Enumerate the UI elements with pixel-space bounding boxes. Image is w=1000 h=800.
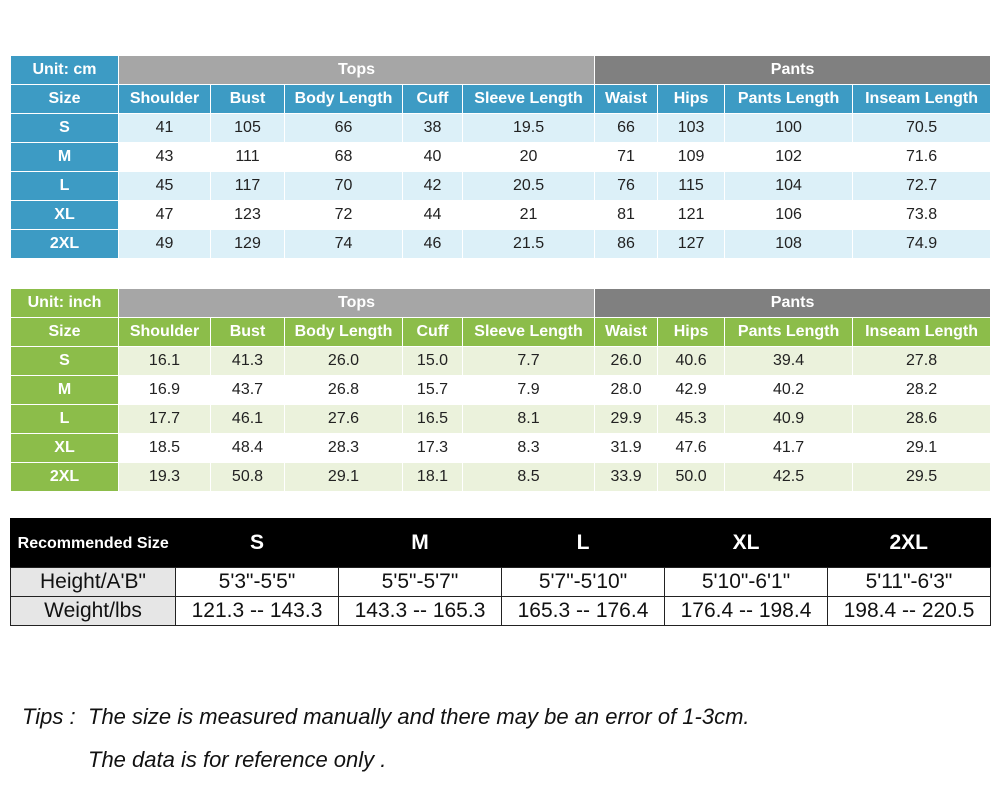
table-cell: 8.1	[463, 405, 595, 434]
weight-value: 198.4 -- 220.5	[828, 597, 991, 626]
table-cell: 66	[285, 114, 403, 143]
table-cell: 43	[119, 143, 211, 172]
weight-value: 143.3 -- 165.3	[339, 597, 502, 626]
size-cell: XL	[11, 434, 119, 463]
table-cell: 16.5	[403, 405, 463, 434]
size-cell: M	[11, 143, 119, 172]
table-cell: 42	[403, 172, 463, 201]
table-row	[11, 230, 991, 259]
size-header: XL	[665, 519, 828, 568]
group-tops-header: Tops	[119, 56, 595, 85]
table-cell: 100	[725, 114, 853, 143]
column-header: Pants Length	[725, 85, 853, 114]
height-value: 5'7"-5'10"	[502, 568, 665, 597]
table-cell: 19.5	[463, 114, 595, 143]
table-cell: 105	[211, 114, 285, 143]
table-cell: 104	[725, 172, 853, 201]
table-cell: 129	[211, 230, 285, 259]
table-cell: 28.3	[285, 434, 403, 463]
unit-label: Unit: cm	[11, 56, 119, 85]
size-cell: M	[11, 376, 119, 405]
table-cell: 15.7	[403, 376, 463, 405]
size-table-inch	[10, 288, 991, 492]
column-header: Shoulder	[119, 318, 211, 347]
table-cell: 70.5	[853, 114, 991, 143]
table-cell: 71	[595, 143, 658, 172]
table-cell: 43.7	[211, 376, 285, 405]
size-cell: S	[11, 114, 119, 143]
size-cell: L	[11, 172, 119, 201]
column-header: Cuff	[403, 85, 463, 114]
table-row	[11, 434, 991, 463]
table-cell: 40.6	[658, 347, 725, 376]
table-row	[11, 143, 991, 172]
table-row	[11, 347, 991, 376]
table-cell: 50.8	[211, 463, 285, 492]
table-cell: 8.5	[463, 463, 595, 492]
size-table-cm	[10, 55, 991, 259]
weight-row	[11, 597, 991, 626]
table-cell: 50.0	[658, 463, 725, 492]
height-value: 5'10"-6'1"	[665, 568, 828, 597]
table-cell: 76	[595, 172, 658, 201]
table-cell: 44	[403, 201, 463, 230]
table-cell: 123	[211, 201, 285, 230]
height-value: 5'11"-6'3"	[828, 568, 991, 597]
table-cell: 20	[463, 143, 595, 172]
size-header: 2XL	[828, 519, 991, 568]
column-header: Hips	[658, 318, 725, 347]
table-cell: 66	[595, 114, 658, 143]
size-cell: XL	[11, 201, 119, 230]
table-cell: 21	[463, 201, 595, 230]
recommended-size-label: Recommended Size	[11, 519, 176, 568]
weight-label: Weight/lbs	[11, 597, 176, 626]
column-header: Hips	[658, 85, 725, 114]
table-cell: 41.3	[211, 347, 285, 376]
table-cell: 106	[725, 201, 853, 230]
table-cell: 16.1	[119, 347, 211, 376]
table-cell: 117	[211, 172, 285, 201]
height-label: Height/A'B"	[11, 568, 176, 597]
table-cell: 86	[595, 230, 658, 259]
table-row	[11, 463, 991, 492]
table-cell: 48.4	[211, 434, 285, 463]
tips-line-1: The size is measured manually and there may be an error of 1-3cm.	[88, 704, 750, 729]
table-cell: 109	[658, 143, 725, 172]
size-header: S	[176, 519, 339, 568]
tips-label: Tips :	[22, 704, 76, 729]
size-header: L	[502, 519, 665, 568]
weight-value: 176.4 -- 198.4	[665, 597, 828, 626]
column-header: Bust	[211, 85, 285, 114]
column-header: Size	[11, 85, 119, 114]
group-pants-header: Pants	[595, 56, 991, 85]
table-cell: 47.6	[658, 434, 725, 463]
group-tops-header: Tops	[119, 289, 595, 318]
table-cell: 17.3	[403, 434, 463, 463]
table-cell: 108	[725, 230, 853, 259]
table-cell: 72	[285, 201, 403, 230]
column-header: Pants Length	[725, 318, 853, 347]
table-cell: 40.9	[725, 405, 853, 434]
table-cell: 28.0	[595, 376, 658, 405]
weight-value: 165.3 -- 176.4	[502, 597, 665, 626]
table-cell: 29.5	[853, 463, 991, 492]
table-cell: 68	[285, 143, 403, 172]
table-cell: 20.5	[463, 172, 595, 201]
table-cell: 45.3	[658, 405, 725, 434]
column-header: Waist	[595, 85, 658, 114]
table-row	[11, 376, 991, 405]
recommended-size-table	[10, 518, 991, 626]
table-cell: 19.3	[119, 463, 211, 492]
size-header: M	[339, 519, 502, 568]
table-cell: 81	[595, 201, 658, 230]
table-cell: 27.6	[285, 405, 403, 434]
size-cell: L	[11, 405, 119, 434]
tips-section	[22, 704, 750, 772]
table-row	[11, 114, 991, 143]
table-cell: 26.0	[595, 347, 658, 376]
table-cell: 31.9	[595, 434, 658, 463]
column-header: Body Length	[285, 318, 403, 347]
table-cell: 115	[658, 172, 725, 201]
column-header: Waist	[595, 318, 658, 347]
height-row	[11, 568, 991, 597]
table-cell: 18.5	[119, 434, 211, 463]
group-pants-header: Pants	[595, 289, 991, 318]
table-cell: 46.1	[211, 405, 285, 434]
table-cell: 46	[403, 230, 463, 259]
table-cell: 74	[285, 230, 403, 259]
table-row	[11, 172, 991, 201]
table-cell: 102	[725, 143, 853, 172]
table-cell: 7.7	[463, 347, 595, 376]
column-header: Inseam Length	[853, 85, 991, 114]
column-header: Inseam Length	[853, 318, 991, 347]
column-header: Shoulder	[119, 85, 211, 114]
column-header: Sleeve Length	[463, 318, 595, 347]
table-cell: 42.9	[658, 376, 725, 405]
table-row	[11, 405, 991, 434]
table-cell: 29.9	[595, 405, 658, 434]
table-cell: 47	[119, 201, 211, 230]
table-cell: 26.8	[285, 376, 403, 405]
tips-line-2: The data is for reference only .	[88, 747, 387, 772]
weight-value: 121.3 -- 143.3	[176, 597, 339, 626]
table-cell: 16.9	[119, 376, 211, 405]
table-cell: 38	[403, 114, 463, 143]
table-cell: 29.1	[853, 434, 991, 463]
table-cell: 7.9	[463, 376, 595, 405]
table-cell: 28.2	[853, 376, 991, 405]
size-cell: 2XL	[11, 463, 119, 492]
table-cell: 70	[285, 172, 403, 201]
table-cell: 72.7	[853, 172, 991, 201]
table-cell: 29.1	[285, 463, 403, 492]
table-cell: 121	[658, 201, 725, 230]
table-cell: 40.2	[725, 376, 853, 405]
table-cell: 15.0	[403, 347, 463, 376]
table-cell: 42.5	[725, 463, 853, 492]
table-row	[11, 201, 991, 230]
table-cell: 18.1	[403, 463, 463, 492]
unit-label: Unit: inch	[11, 289, 119, 318]
table-cell: 103	[658, 114, 725, 143]
column-header: Sleeve Length	[463, 85, 595, 114]
table-cell: 40	[403, 143, 463, 172]
table-cell: 74.9	[853, 230, 991, 259]
table-cell: 41.7	[725, 434, 853, 463]
height-value: 5'5"-5'7"	[339, 568, 502, 597]
table-cell: 127	[658, 230, 725, 259]
table-cell: 45	[119, 172, 211, 201]
table-cell: 27.8	[853, 347, 991, 376]
table-cell: 26.0	[285, 347, 403, 376]
table-cell: 111	[211, 143, 285, 172]
table-cell: 73.8	[853, 201, 991, 230]
table-cell: 33.9	[595, 463, 658, 492]
column-header: Body Length	[285, 85, 403, 114]
column-header: Cuff	[403, 318, 463, 347]
column-header: Bust	[211, 318, 285, 347]
table-cell: 71.6	[853, 143, 991, 172]
table-cell: 8.3	[463, 434, 595, 463]
table-cell: 28.6	[853, 405, 991, 434]
size-cell: 2XL	[11, 230, 119, 259]
table-cell: 21.5	[463, 230, 595, 259]
size-cell: S	[11, 347, 119, 376]
table-cell: 39.4	[725, 347, 853, 376]
column-header: Size	[11, 318, 119, 347]
table-cell: 49	[119, 230, 211, 259]
height-value: 5'3"-5'5"	[176, 568, 339, 597]
table-cell: 17.7	[119, 405, 211, 434]
table-cell: 41	[119, 114, 211, 143]
